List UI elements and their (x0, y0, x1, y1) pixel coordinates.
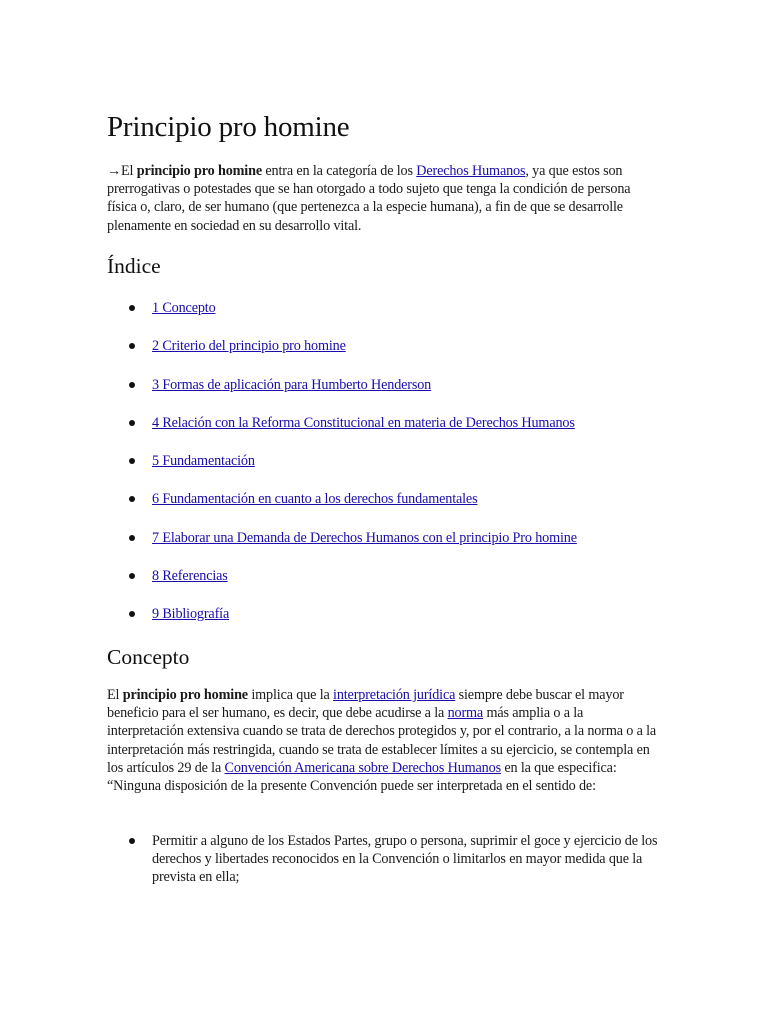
concepto-heading: Concepto (107, 645, 190, 669)
toc-item (107, 336, 663, 374)
bullet-icon (129, 611, 135, 617)
toc-item (107, 489, 663, 527)
bullet-icon (129, 535, 135, 541)
toc-item (107, 566, 663, 604)
intro-text-1: entra en la categoría de los (262, 163, 417, 179)
concepto-text-2: siempre debe buscar el mayor beneficio para el ser humano, es decir, que debe acudirse a la (107, 687, 624, 722)
concepto-paragraph (107, 686, 663, 795)
toc-link-elaborar-demanda[interactable]: 7 Elaborar una Demanda de Derechos Humanos con el principio Pro homine (152, 529, 577, 546)
toc-item (107, 451, 663, 489)
table-of-contents (107, 298, 663, 643)
intro-paragraph (107, 162, 663, 235)
bullet-icon (129, 305, 135, 311)
concepto-text-start: El (107, 687, 123, 703)
intro-arrow: →El (107, 163, 137, 179)
bullet-icon (129, 458, 135, 464)
toc-item (107, 375, 663, 413)
toc-link-bibliografia[interactable]: 9 Bibliografía (152, 606, 230, 623)
toc-link-fundamentacion[interactable]: 5 Fundamentación (152, 453, 255, 470)
list-item-text: Permitir a alguno de los Estados Partes, grupo o persona, suprimir el goce y ejercicio de los derechos y libertades reconocidos en la Convención o limitarlos en mayor medida que la prevista en ella; (152, 833, 658, 886)
toc-item (107, 604, 663, 642)
index-heading: Índice (107, 254, 161, 278)
toc-link-fundamentacion-derechos[interactable]: 6 Fundamentación en cuanto a los derechos fundamentales (152, 491, 478, 508)
concepto-text-1: implica que la (247, 687, 334, 703)
bullet-icon (129, 382, 135, 388)
concepto-text-4: en la que especifica: “Ninguna disposición de la presente Convención puede ser interpretada en el sentido de: (107, 759, 617, 795)
bullet-icon (129, 420, 135, 426)
bullet-icon (129, 343, 135, 349)
toc-item (107, 413, 663, 451)
toc-link-relacion-reforma[interactable]: 4 Relación con la Reforma Constitucional en materia de Derechos Humanos (152, 414, 575, 431)
toc-item (107, 298, 663, 336)
bullet-icon (129, 838, 135, 844)
intro-bold-term: principio pro homine (136, 163, 262, 179)
list-item (107, 832, 663, 887)
page-title: Principio pro homine (107, 111, 350, 143)
toc-link-referencias[interactable]: 8 Referencias (152, 568, 228, 585)
bullet-icon (129, 573, 135, 579)
toc-link-concepto[interactable]: 1 Concepto (152, 300, 216, 316)
norma-link[interactable]: norma (447, 705, 484, 722)
concepto-bold-term: principio pro homine (122, 687, 248, 703)
intro-text-2: , ya que estos son prerrogativas o potestades que se han otorgado a todo sujeto que tenga la condición de persona física o, claro, de ser humano (que pertenezca a la especie humana), a fin de que se desarrolle plenamente en sociedad en su desarrollo vital. (107, 163, 631, 234)
toc-link-formas-de-aplicacion[interactable]: 3 Formas de aplicación para Humberto Henderson (152, 376, 432, 393)
bullet-icon (129, 496, 135, 502)
convention-provisions-list (107, 832, 663, 887)
convencion-americana-link[interactable]: Convención Americana sobre Derechos Humanos (224, 759, 501, 776)
toc-link-criterio[interactable]: 2 Criterio del principio pro homine (152, 338, 346, 355)
derechos-humanos-link[interactable]: Derechos Humanos (416, 163, 526, 179)
toc-item (107, 528, 663, 566)
interpretacion-juridica-link[interactable]: interpretación jurídica (333, 687, 456, 703)
concepto-text-3: más amplia o a la interpretación extensiva cuando se trata de derechos protegidos y, por el contrario, a la norma o a la interpretación más restringida, cuando se trata de establecer límites a su ejercicio, se contempla en los artículos 29 de la (107, 705, 657, 776)
